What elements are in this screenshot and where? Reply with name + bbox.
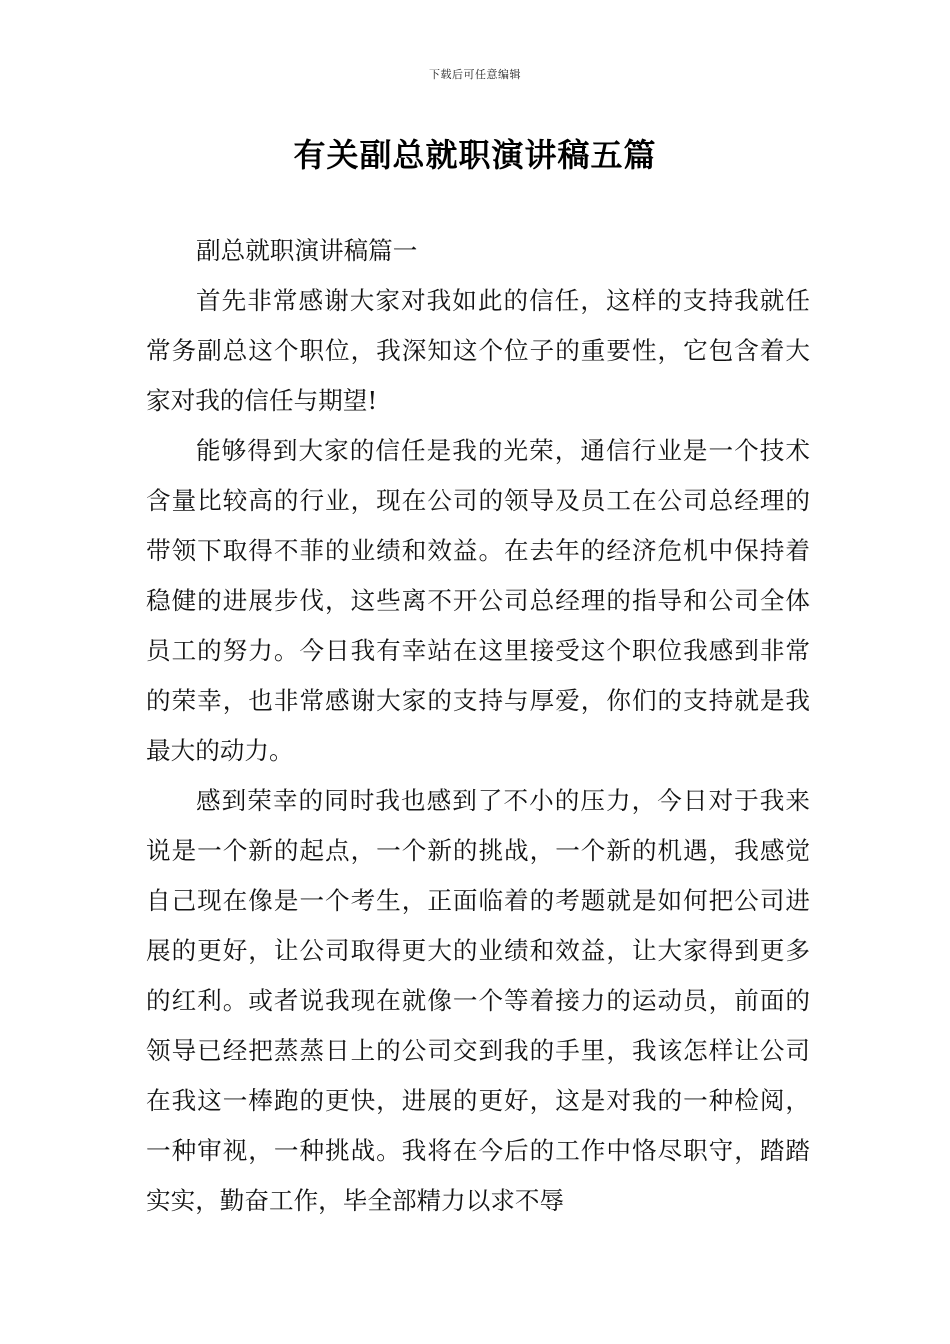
paragraph: 首先非常感谢大家对我如此的信任，这样的支持我就任常务副总这个职位，我深知这个位子的重要性，它包含着大家对我的信任与期望! — [146, 286, 810, 415]
section-heading: 副总就职演讲稿篇一 — [196, 236, 418, 265]
document-body — [146, 226, 810, 1226]
paragraph: 感到荣幸的同时我也感到了不小的压力，今日对于我来说是一个新的起点，一个新的挑战，一个新的机遇，我感觉自己现在像是一个考生，正面临着的考题就是如何把公司进展的更好，让公司取得更大的业绩和效益，让大家得到更多的红利。或者说我现在就像一个等着接力的运动员，前面的领导已经把蒸蒸日上的公司交到我的手里，我该怎样让公司在我这一棒跑的更快，进展的更好，这是对我的一种检阅，一种审视，一种挑战。我将在今后的工作中恪尽职守，踏踏实实，勤奋工作，毕全部精力以求不辱 — [146, 786, 810, 1215]
header-note: 下载后可任意编辑 — [429, 68, 521, 81]
paragraph: 能够得到大家的信任是我的光荣，通信行业是一个技术含量比较高的行业，现在公司的领导及员工在公司总经理的带领下取得不菲的业绩和效益。在去年的经济危机中保持着稳健的进展步伐，这些离不开公司总经理的指导和公司全体员工的努力。今日我有幸站在这里接受这个职位我感到非常的荣幸，也非常感谢大家的支持与厚爱，你们的支持就是我最大的动力。 — [146, 436, 810, 765]
document-title: 有关副总就职演讲稿五篇 — [293, 136, 657, 174]
